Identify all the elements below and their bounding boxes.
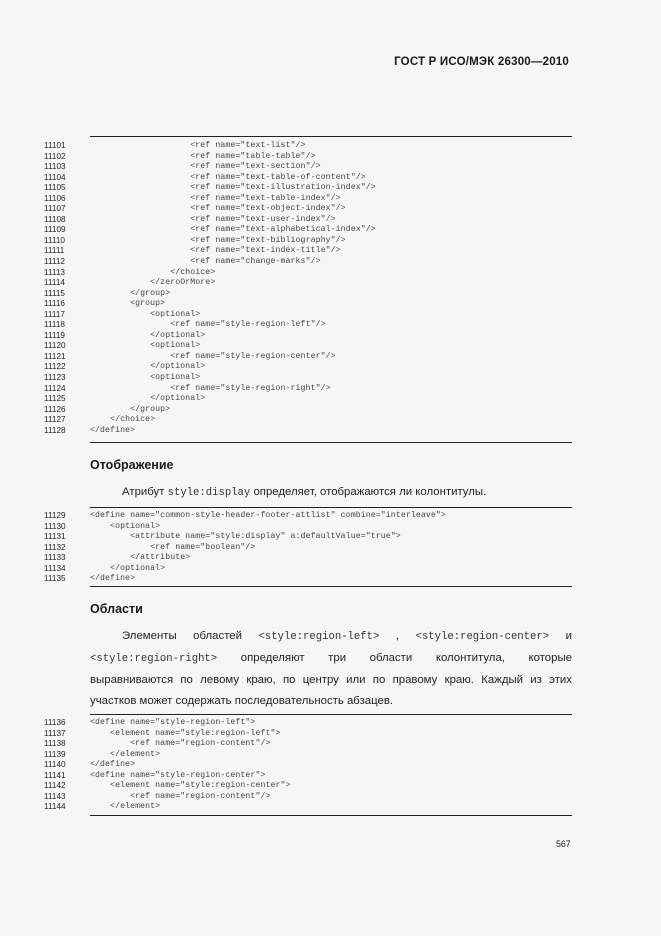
code-line: 11110 <ref name="text-bibliography"/> <box>44 235 346 245</box>
code-line: 11136 <define name="style-region-left"> <box>44 718 256 727</box>
code-line: 11103 <ref name="text-section"/> <box>44 162 321 172</box>
code-line: 11130 <optional> <box>44 521 161 531</box>
code-line: 11128 </define> <box>44 425 136 435</box>
code-line: 11106 <ref name="text-table-index"/> <box>44 193 341 203</box>
code-block-bottom-rule <box>90 815 572 816</box>
code-line: 11105 <ref name="text-illustration-index"/> <box>44 183 376 193</box>
code-line: 11123 <optional> <box>44 373 201 383</box>
code-line: 11139 </element> <box>44 749 161 759</box>
page-number: 567 <box>556 839 571 849</box>
code-line: 11126 </group> <box>44 404 171 414</box>
code-line: 11113 </choice> <box>44 267 216 277</box>
code-line: 11143 <ref name="region-content"/> <box>44 791 271 801</box>
code-line: 11129 <define name="common-style-header-footer-attlist" combine="interleave"> <box>44 511 446 520</box>
code-line: 11135 </define> <box>44 574 136 584</box>
code-line: 11115 </group> <box>44 288 171 298</box>
code-line: 11119 </optional> <box>44 330 206 340</box>
code-line: 11141 <define name="style-region-center"> <box>44 770 266 780</box>
code-line: 11114 </zeroOrMore> <box>44 278 216 288</box>
code-line: 11102 <ref name="table-table"/> <box>44 151 316 161</box>
code-line: 11118 <ref name="style-region-left"/> <box>44 320 326 330</box>
code-block-3 <box>44 718 584 813</box>
code-line: 11109 <ref name="text-alphabetical-index"/> <box>44 225 376 235</box>
code-line: 11132 <ref name="boolean"/> <box>44 542 256 552</box>
section-heading-regions: Области <box>90 602 143 616</box>
code-line: 11133 </attribute> <box>44 553 191 563</box>
code-line: 11124 <ref name="style-region-right"/> <box>44 383 331 393</box>
code-line: 11134 </optional> <box>44 563 166 573</box>
paragraph-line: <style:region-right> определяют три области колонтитула, которые <box>90 652 572 665</box>
code-line: 11108 <ref name="text-user-index"/> <box>44 214 336 224</box>
paragraph-line: участков может содержать последовательность абзацев. <box>90 695 394 707</box>
code-line: 11107 <ref name="text-object-index"/> <box>44 204 346 214</box>
code-line: 11142 <element name="style:region-center"> <box>44 781 291 791</box>
code-line: 11117 <optional> <box>44 309 201 319</box>
code-block-bottom-rule <box>90 442 572 443</box>
code-line: 11140 </define> <box>44 760 136 770</box>
code-block-1 <box>44 141 584 436</box>
code-line: 11127 </choice> <box>44 415 156 425</box>
paragraph-line: выравниваются по левому краю, по центру или по правому краю. Каждый из этих <box>90 674 572 686</box>
code-block-top-rule <box>90 507 572 508</box>
code-line: 11116 <group> <box>44 299 166 309</box>
code-line: 11111 <ref name="text-index-title"/> <box>44 246 341 256</box>
code-block-top-rule <box>90 714 572 715</box>
code-line: 11131 <attribute name="style:display" a:defaultValue="true"> <box>44 532 401 542</box>
code-line: 11121 <ref name="style-region-center"/> <box>44 351 336 361</box>
code-block-2 <box>44 511 584 585</box>
section-heading-display: Отображение <box>90 458 174 472</box>
code-line: 11104 <ref name="text-table-of-content"/> <box>44 172 366 182</box>
code-line: 11144 </element> <box>44 802 161 812</box>
code-line: 11112 <ref name="change-marks"/> <box>44 257 321 267</box>
paragraph-regions <box>90 626 572 712</box>
code-block-bottom-rule <box>90 586 572 587</box>
code-line: 11137 <element name="style:region-left"> <box>44 728 281 738</box>
code-line: 11122 </optional> <box>44 362 206 372</box>
code-line: 11101 <ref name="text-list"/> <box>44 141 306 150</box>
code-line: 11125 </optional> <box>44 394 206 404</box>
code-line: 11120 <optional> <box>44 341 201 351</box>
page-header: ГОСТ Р ИСО/МЭК 26300—2010 <box>394 56 569 68</box>
code-line: 11138 <ref name="region-content"/> <box>44 739 271 749</box>
code-block-top-rule <box>90 136 572 137</box>
paragraph-display: Атрибут style:display определяет, отображаются ли колонтитулы. <box>122 486 487 499</box>
paragraph-line: Элементы областей <style:region-left> , <style:region-center> и <box>122 630 573 643</box>
